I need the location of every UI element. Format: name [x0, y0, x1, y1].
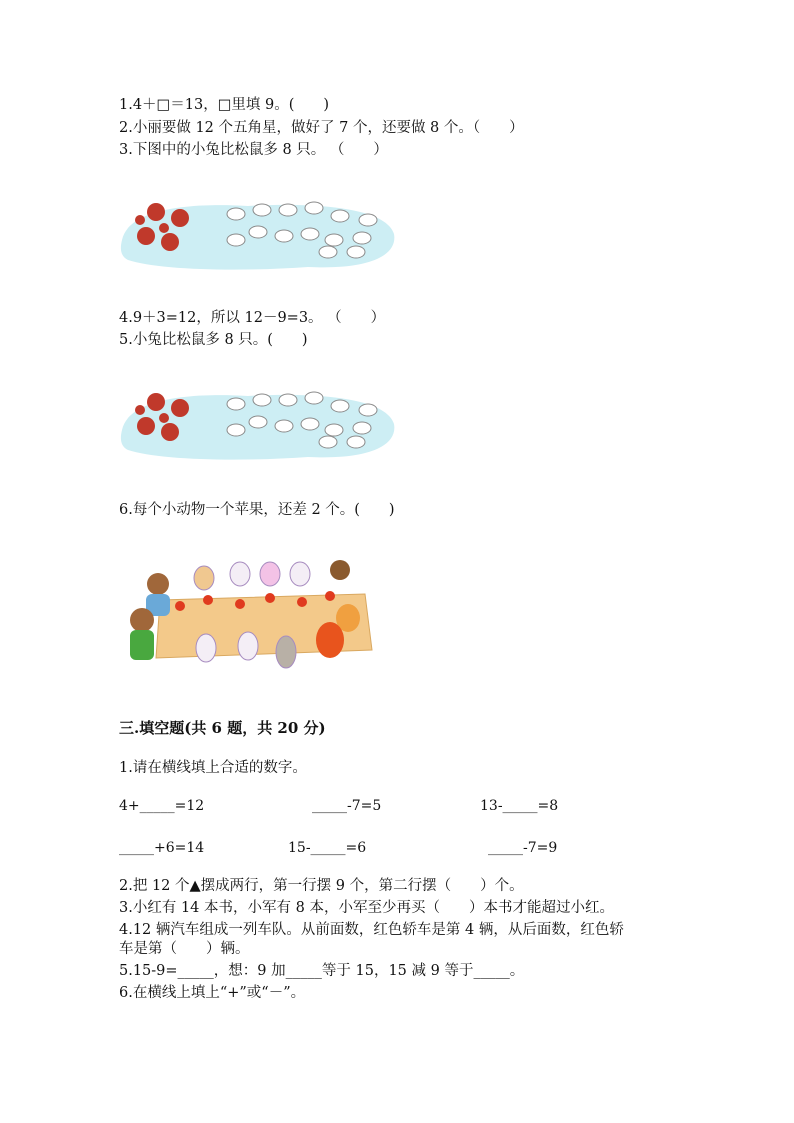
squirrels-rabbits-figure-2	[118, 380, 398, 462]
fill-q4-line1: 4.12 辆汽车组成一列车队。从前面数，红色轿车是第 4 辆，从后面数，红色轿	[119, 922, 624, 938]
fill-q3: 3.小红有 14 本书，小军有 8 本，小军至少再买（ ）本书才能超过小红。	[119, 900, 614, 916]
fill-q6: 6.在横线上填上“+”或“－”。	[119, 985, 306, 1001]
judge-q2: 2.小丽要做 12 个五角星，做好了 7 个，还要做 8 个。（ ）	[119, 120, 524, 136]
fill-q5: 5.15-9=_____，想：9 加_____等于 15，15 减 9 等于_____。	[119, 963, 525, 979]
judge-q4: 4.9＋3=12，所以 12－9=3。 （ ）	[119, 310, 386, 326]
blank-expr: _____-7=9	[488, 840, 558, 856]
section3-title: 三.填空题(共 6 题，共 20 分)	[119, 719, 326, 737]
judge-q1: 1.4＋□＝13，□里填 9。( )	[119, 97, 330, 113]
blank-expr: _____+6=14	[119, 840, 205, 856]
squirrels-rabbits-figure-1	[118, 190, 398, 272]
fill-q2: 2.把 12 个▲摆成两行，第一行摆 9 个，第二行摆（ ）个。	[119, 878, 524, 894]
judge-q6: 6.每个小动物一个苹果，还差 2 个。( )	[119, 502, 395, 518]
blank-expr: 4+_____=12	[119, 798, 205, 814]
blank-expr: _____-7=5	[312, 798, 382, 814]
blank-expr: 13-_____=8	[480, 798, 559, 814]
blank-expr: 15-_____=6	[288, 840, 367, 856]
fill-q1: 1.请在横线填上合适的数字。	[119, 760, 307, 776]
fill-q4-line2: 车是第（ ）辆。	[119, 941, 250, 957]
fox-icon	[316, 622, 344, 658]
animals-table-figure	[120, 548, 385, 678]
judge-q5: 5.小兔比松鼠多 8 只。( )	[119, 332, 308, 348]
judge-q3: 3.下图中的小兔比松鼠多 8 只。 （ ）	[119, 142, 388, 158]
